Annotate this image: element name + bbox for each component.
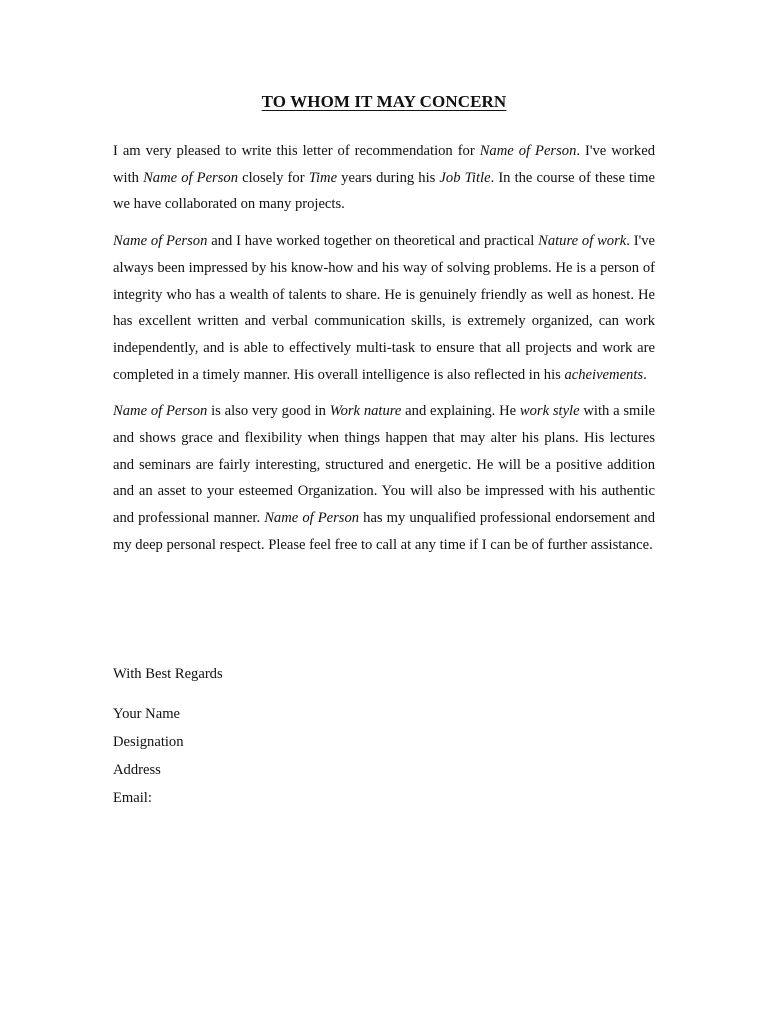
paragraph-text: and explaining. He: [401, 403, 520, 420]
placeholder-text: Name of Person: [113, 233, 208, 250]
paragraph-text: closely for: [238, 169, 309, 186]
placeholder-text: Name of Person: [143, 169, 239, 186]
paragraph-text: and I have worked together on theoretical and practical: [207, 233, 539, 250]
placeholder-text: Name of Person: [113, 403, 208, 420]
paragraph-3: [113, 398, 655, 558]
letter-title: TO WHOM IT MAY CONCERN: [261, 92, 507, 111]
paragraph-text: with a smile and shows grace and flexibility when things happen that may alter his plans. His lectures and seminars are fairly interesting, structured and energetic. He will be a positive addition and an asset to your esteemed Organization. You will also be impressed with his authentic and professional manner.: [113, 403, 655, 527]
paragraph-2: [113, 228, 655, 388]
placeholder-text: acheivements: [564, 366, 644, 383]
placeholder-text: Nature of work: [538, 233, 627, 250]
signature-designation: Designation: [113, 734, 184, 750]
paragraph-text: has my unqualified professional endorsement and my deep personal respect. Please feel free to call at any time if I can be of further assistance.: [113, 510, 655, 553]
paragraph-text: . In the course of these time we have collaborated on many projects.: [113, 169, 655, 213]
placeholder-text: Name of Person: [264, 510, 360, 527]
paragraph-text: I am very pleased to write this letter of recommendation for: [113, 143, 480, 159]
letter-body: [113, 138, 655, 559]
placeholder-text: Job Title: [439, 169, 491, 186]
paragraph-text: . I've always been impressed by his know-how and his way of solving problems. He is a person of integrity who has a wealth of talents to share. He is genuinely friendly as well as honest. He has excellent written and verbal communication skills, is extremely organized, can work independently, and is able to effectively multi-task to ensure that all projects and work are completed in a timely manner. His overall intelligence is also reflected in his: [113, 233, 655, 383]
paragraph-text: .: [643, 366, 647, 383]
signature-name: Your Name: [113, 706, 181, 722]
paragraph-1: [113, 138, 655, 218]
placeholder-text: work style: [519, 403, 580, 420]
paragraph-text: is also very good in: [207, 403, 330, 420]
placeholder-text: Name of Person: [479, 143, 577, 159]
signature-email: Email:: [113, 790, 152, 806]
placeholder-text: Time: [308, 169, 338, 186]
signature-address: Address: [113, 762, 161, 778]
paragraph-text: years during his: [337, 169, 440, 186]
placeholder-text: Work nature: [329, 403, 402, 420]
closing-line: With Best Regards: [113, 666, 223, 682]
signature-block: [113, 700, 184, 812]
paragraph-text: . I've worked with: [113, 143, 655, 186]
